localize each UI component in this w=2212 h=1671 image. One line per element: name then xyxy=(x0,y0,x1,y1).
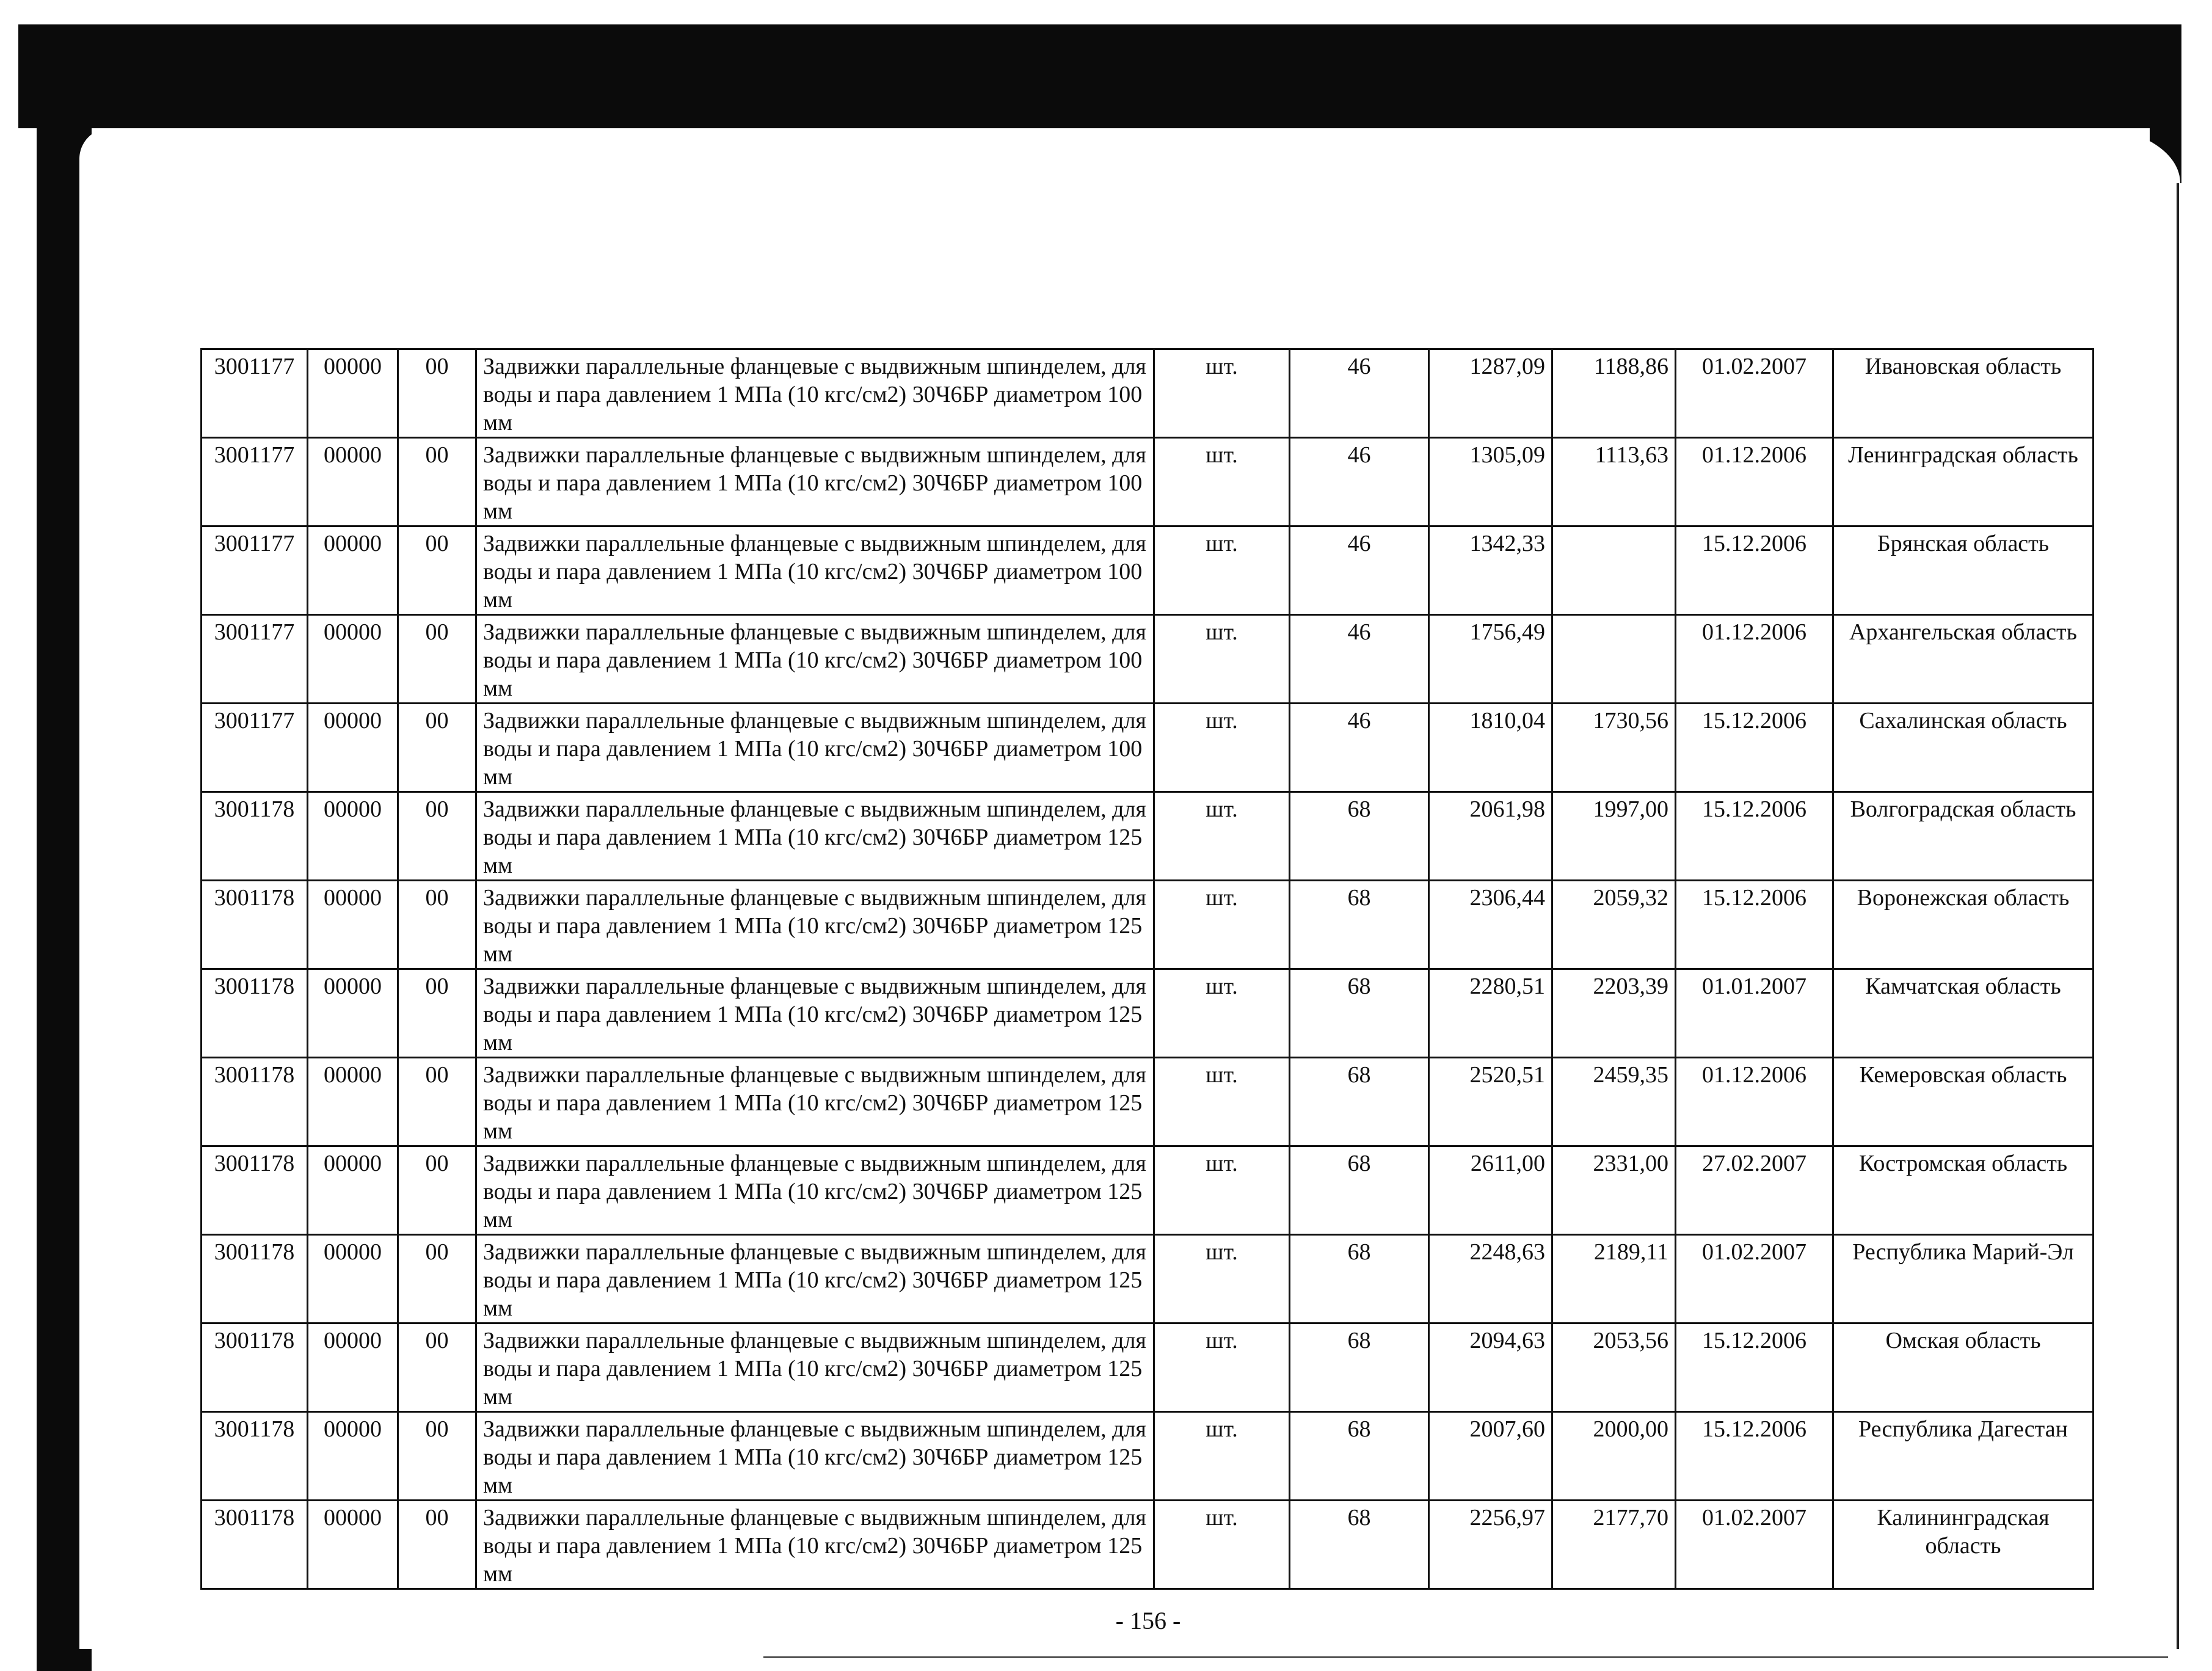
cell-weight: 46 xyxy=(1290,526,1429,615)
cell-unit: шт. xyxy=(1154,881,1290,969)
cell-region: Волгоградская область xyxy=(1833,792,2094,881)
cell-suffix: 00 xyxy=(398,792,476,881)
cell-subcode: 00000 xyxy=(308,526,398,615)
cell-code: 3001178 xyxy=(202,1058,308,1146)
cell-date: 15.12.2006 xyxy=(1676,526,1833,615)
cell-suffix: 00 xyxy=(398,1323,476,1412)
cell-code: 3001178 xyxy=(202,969,308,1058)
cell-region: Калининградская область xyxy=(1833,1501,2094,1589)
cell-unit: шт. xyxy=(1154,704,1290,792)
cell-price-2: 2000,00 xyxy=(1552,1412,1676,1501)
cell-region: Кемеровская область xyxy=(1833,1058,2094,1146)
table-row xyxy=(202,1412,2094,1501)
cell-description: Задвижки параллельные фланцевые с выдвижным шпинделем, для воды и пара давлением 1 МПа (10 кгс/см2) 30Ч6БР диаметром 100 мм xyxy=(476,526,1154,615)
cell-date: 15.12.2006 xyxy=(1676,1412,1833,1501)
cell-suffix: 00 xyxy=(398,349,476,438)
cell-weight: 68 xyxy=(1290,969,1429,1058)
cell-date: 15.12.2006 xyxy=(1676,704,1833,792)
cell-description: Задвижки параллельные фланцевые с выдвижным шпинделем, для воды и пара давлением 1 МПа (10 кгс/см2) 30Ч6БР диаметром 125 мм xyxy=(476,1146,1154,1235)
cell-price-2 xyxy=(1552,526,1676,615)
cell-unit: шт. xyxy=(1154,615,1290,704)
cell-description: Задвижки параллельные фланцевые с выдвижным шпинделем, для воды и пара давлением 1 МПа (10 кгс/см2) 30Ч6БР диаметром 125 мм xyxy=(476,1412,1154,1501)
cell-subcode: 00000 xyxy=(308,704,398,792)
cell-subcode: 00000 xyxy=(308,438,398,526)
table-body xyxy=(202,349,2094,1589)
cell-price-2: 2053,56 xyxy=(1552,1323,1676,1412)
cell-suffix: 00 xyxy=(398,1412,476,1501)
cell-date: 15.12.2006 xyxy=(1676,881,1833,969)
cell-description: Задвижки параллельные фланцевые с выдвижным шпинделем, для воды и пара давлением 1 МПа (10 кгс/см2) 30Ч6БР диаметром 100 мм xyxy=(476,349,1154,438)
cell-region: Костромская область xyxy=(1833,1146,2094,1235)
cell-unit: шт. xyxy=(1154,1058,1290,1146)
cell-weight: 68 xyxy=(1290,1501,1429,1589)
table-row xyxy=(202,704,2094,792)
cell-subcode: 00000 xyxy=(308,1323,398,1412)
cell-unit: шт. xyxy=(1154,792,1290,881)
cell-price-2: 2059,32 xyxy=(1552,881,1676,969)
cell-region: Архангельская область xyxy=(1833,615,2094,704)
cell-code: 3001177 xyxy=(202,526,308,615)
cell-code: 3001178 xyxy=(202,1146,308,1235)
cell-price-2: 2189,11 xyxy=(1552,1235,1676,1323)
cell-price-1: 1305,09 xyxy=(1429,438,1552,526)
table-row xyxy=(202,1058,2094,1146)
cell-description: Задвижки параллельные фланцевые с выдвижным шпинделем, для воды и пара давлением 1 МПа (10 кгс/см2) 30Ч6БР диаметром 125 мм xyxy=(476,969,1154,1058)
cell-code: 3001177 xyxy=(202,349,308,438)
cell-subcode: 00000 xyxy=(308,1058,398,1146)
cell-price-2: 2203,39 xyxy=(1552,969,1676,1058)
cell-code: 3001178 xyxy=(202,881,308,969)
cell-suffix: 00 xyxy=(398,881,476,969)
cell-price-1: 1756,49 xyxy=(1429,615,1552,704)
table-row xyxy=(202,969,2094,1058)
cell-description: Задвижки параллельные фланцевые с выдвижным шпинделем, для воды и пара давлением 1 МПа (10 кгс/см2) 30Ч6БР диаметром 125 мм xyxy=(476,1501,1154,1589)
cell-code: 3001177 xyxy=(202,615,308,704)
cell-price-1: 2094,63 xyxy=(1429,1323,1552,1412)
cell-suffix: 00 xyxy=(398,1235,476,1323)
cell-region: Воронежская область xyxy=(1833,881,2094,969)
cell-weight: 68 xyxy=(1290,1235,1429,1323)
cell-region: Брянская область xyxy=(1833,526,2094,615)
cell-price-1: 2280,51 xyxy=(1429,969,1552,1058)
cell-unit: шт. xyxy=(1154,1146,1290,1235)
cell-suffix: 00 xyxy=(398,526,476,615)
table-row xyxy=(202,349,2094,438)
cell-date: 15.12.2006 xyxy=(1676,792,1833,881)
cell-weight: 68 xyxy=(1290,1058,1429,1146)
cell-price-2: 1113,63 xyxy=(1552,438,1676,526)
cell-weight: 68 xyxy=(1290,792,1429,881)
cell-region: Ленинградская область xyxy=(1833,438,2094,526)
cell-unit: шт. xyxy=(1154,349,1290,438)
cell-description: Задвижки параллельные фланцевые с выдвижным шпинделем, для воды и пара давлением 1 МПа (10 кгс/см2) 30Ч6БР диаметром 125 мм xyxy=(476,792,1154,881)
cell-suffix: 00 xyxy=(398,704,476,792)
cell-region: Ивановская область xyxy=(1833,349,2094,438)
cell-subcode: 00000 xyxy=(308,792,398,881)
cell-suffix: 00 xyxy=(398,969,476,1058)
table-row xyxy=(202,792,2094,881)
table-row xyxy=(202,1146,2094,1235)
cell-price-2: 1997,00 xyxy=(1552,792,1676,881)
cell-subcode: 00000 xyxy=(308,349,398,438)
cell-code: 3001177 xyxy=(202,704,308,792)
cell-price-1: 2061,98 xyxy=(1429,792,1552,881)
table-row xyxy=(202,438,2094,526)
cell-unit: шт. xyxy=(1154,526,1290,615)
cell-unit: шт. xyxy=(1154,1235,1290,1323)
cell-weight: 68 xyxy=(1290,881,1429,969)
cell-weight: 68 xyxy=(1290,1323,1429,1412)
price-table xyxy=(200,348,2094,1590)
cell-suffix: 00 xyxy=(398,615,476,704)
cell-description: Задвижки параллельные фланцевые с выдвижным шпинделем, для воды и пара давлением 1 МПа (10 кгс/см2) 30Ч6БР диаметром 125 мм xyxy=(476,881,1154,969)
cell-date: 01.12.2006 xyxy=(1676,438,1833,526)
cell-price-1: 1810,04 xyxy=(1429,704,1552,792)
cell-date: 01.01.2007 xyxy=(1676,969,1833,1058)
cell-unit: шт. xyxy=(1154,969,1290,1058)
cell-price-2: 2331,00 xyxy=(1552,1146,1676,1235)
scan-border-top xyxy=(18,24,2181,128)
cell-price-1: 2256,97 xyxy=(1429,1501,1552,1589)
cell-price-1: 2306,44 xyxy=(1429,881,1552,969)
cell-region: Республика Марий-Эл xyxy=(1833,1235,2094,1323)
table-row xyxy=(202,881,2094,969)
cell-price-2: 2177,70 xyxy=(1552,1501,1676,1589)
cell-suffix: 00 xyxy=(398,438,476,526)
cell-price-1: 2007,60 xyxy=(1429,1412,1552,1501)
page-right-edge xyxy=(2177,183,2179,1649)
cell-code: 3001178 xyxy=(202,1235,308,1323)
cell-code: 3001178 xyxy=(202,1412,308,1501)
cell-suffix: 00 xyxy=(398,1146,476,1235)
table-row xyxy=(202,1501,2094,1589)
cell-suffix: 00 xyxy=(398,1058,476,1146)
cell-unit: шт. xyxy=(1154,1412,1290,1501)
cell-date: 27.02.2007 xyxy=(1676,1146,1833,1235)
cell-date: 01.12.2006 xyxy=(1676,615,1833,704)
cell-unit: шт. xyxy=(1154,438,1290,526)
cell-subcode: 00000 xyxy=(308,969,398,1058)
cell-description: Задвижки параллельные фланцевые с выдвижным шпинделем, для воды и пара давлением 1 МПа (10 кгс/см2) 30Ч6БР диаметром 100 мм xyxy=(476,615,1154,704)
cell-description: Задвижки параллельные фланцевые с выдвижным шпинделем, для воды и пара давлением 1 МПа (10 кгс/см2) 30Ч6БР диаметром 100 мм xyxy=(476,438,1154,526)
cell-date: 01.12.2006 xyxy=(1676,1058,1833,1146)
cell-weight: 46 xyxy=(1290,615,1429,704)
cell-subcode: 00000 xyxy=(308,615,398,704)
cell-price-2: 2459,35 xyxy=(1552,1058,1676,1146)
cell-code: 3001178 xyxy=(202,792,308,881)
table-row xyxy=(202,1235,2094,1323)
cell-price-1: 2248,63 xyxy=(1429,1235,1552,1323)
cell-code: 3001177 xyxy=(202,438,308,526)
cell-price-1: 1342,33 xyxy=(1429,526,1552,615)
cell-description: Задвижки параллельные фланцевые с выдвижным шпинделем, для воды и пара давлением 1 МПа (10 кгс/см2) 30Ч6БР диаметром 125 мм xyxy=(476,1323,1154,1412)
cell-subcode: 00000 xyxy=(308,1235,398,1323)
cell-price-1: 2611,00 xyxy=(1429,1146,1552,1235)
cell-code: 3001178 xyxy=(202,1501,308,1589)
cell-weight: 46 xyxy=(1290,704,1429,792)
cell-unit: шт. xyxy=(1154,1501,1290,1589)
cell-description: Задвижки параллельные фланцевые с выдвижным шпинделем, для воды и пара давлением 1 МПа (10 кгс/см2) 30Ч6БР диаметром 125 мм xyxy=(476,1235,1154,1323)
cell-description: Задвижки параллельные фланцевые с выдвижным шпинделем, для воды и пара давлением 1 МПа (10 кгс/см2) 30Ч6БР диаметром 125 мм xyxy=(476,1058,1154,1146)
cell-unit: шт. xyxy=(1154,1323,1290,1412)
table-row xyxy=(202,526,2094,615)
cell-suffix: 00 xyxy=(398,1501,476,1589)
table-row xyxy=(202,615,2094,704)
table-row xyxy=(202,1323,2094,1412)
cell-weight: 68 xyxy=(1290,1412,1429,1501)
cell-weight: 46 xyxy=(1290,438,1429,526)
cell-region: Омская область xyxy=(1833,1323,2094,1412)
cell-subcode: 00000 xyxy=(308,881,398,969)
cell-region: Республика Дагестан xyxy=(1833,1412,2094,1501)
cell-subcode: 00000 xyxy=(308,1146,398,1235)
cell-price-1: 1287,09 xyxy=(1429,349,1552,438)
page-number: - 156 - xyxy=(1115,1607,1181,1634)
page-bottom-edge xyxy=(763,1656,2168,1658)
cell-date: 15.12.2006 xyxy=(1676,1323,1833,1412)
cell-price-2 xyxy=(1552,615,1676,704)
cell-subcode: 00000 xyxy=(308,1412,398,1501)
cell-date: 01.02.2007 xyxy=(1676,349,1833,438)
cell-price-1: 2520,51 xyxy=(1429,1058,1552,1146)
cell-code: 3001178 xyxy=(202,1323,308,1412)
cell-price-2: 1730,56 xyxy=(1552,704,1676,792)
cell-region: Сахалинская область xyxy=(1833,704,2094,792)
cell-weight: 46 xyxy=(1290,349,1429,438)
cell-price-2: 1188,86 xyxy=(1552,349,1676,438)
cell-date: 01.02.2007 xyxy=(1676,1235,1833,1323)
cell-weight: 68 xyxy=(1290,1146,1429,1235)
cell-region: Камчатская область xyxy=(1833,969,2094,1058)
cell-date: 01.02.2007 xyxy=(1676,1501,1833,1589)
cell-subcode: 00000 xyxy=(308,1501,398,1589)
cell-description: Задвижки параллельные фланцевые с выдвижным шпинделем, для воды и пара давлением 1 МПа (10 кгс/см2) 30Ч6БР диаметром 100 мм xyxy=(476,704,1154,792)
